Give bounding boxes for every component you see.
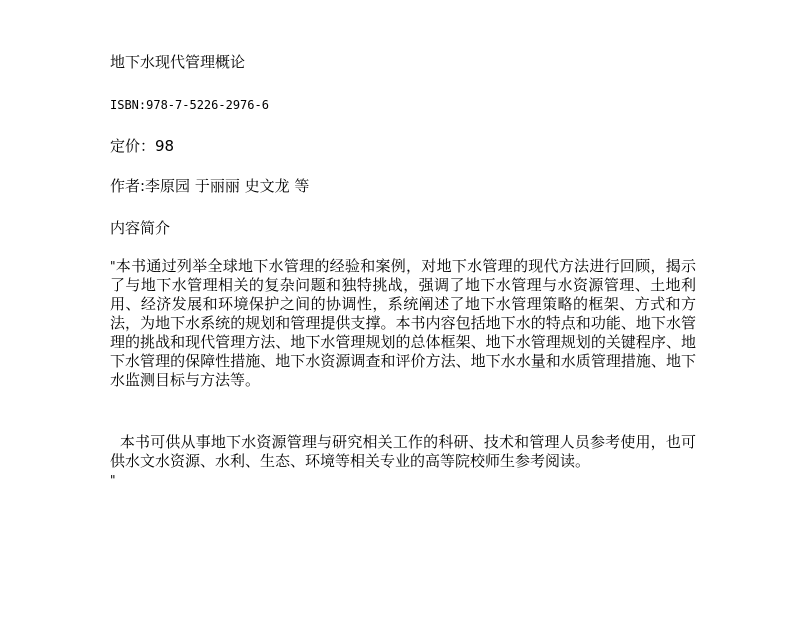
summary-paragraph-1 bbox=[110, 257, 696, 390]
book-title: 地下水现代管理概论 bbox=[110, 53, 246, 71]
open-quote: " bbox=[110, 259, 116, 273]
summary-paragraph-2-text: 本书可供从事地下水资源管理与研究相关工作的科研、技术和管理人员参考使用，也可供水文水资源、水利、生态、环境等相关专业的高等院校师生参考阅读。 bbox=[110, 433, 696, 470]
summary-paragraph-2 bbox=[110, 433, 696, 490]
isbn-label: ISBN:978-7-5226-2976-6 bbox=[110, 98, 269, 112]
summary-heading: 内容简介 bbox=[110, 219, 171, 237]
price-label: 定价：98 bbox=[110, 137, 175, 155]
summary-paragraph-1-text: 本书通过列举全球地下水管理的经验和案例，对地下水管理的现代方法进行回顾，揭示了与地下水管理相关的复杂问题和独特挑战，强调了地下水管理与水资源管理、土地利用、经济发展和环境保护之间的协调性，系统阐述了地下水管理策略的框架、方式和方法，为地下水系统的规划和管理提供支撑。本书内容包括地下水的特点和功能、地下水管理的挑战和现代管理方法、地下水管理规划的总体框架、地下水管理规划的关键程序、地下水管理的保障性措施、地下水资源调查和评价方法、地下水水量和水质管理措施、地下水监测目标与方法等。 bbox=[110, 257, 696, 389]
authors-label: 作者:李原园 于丽丽 史文龙 等 bbox=[110, 177, 310, 195]
close-quote: " bbox=[110, 473, 116, 487]
